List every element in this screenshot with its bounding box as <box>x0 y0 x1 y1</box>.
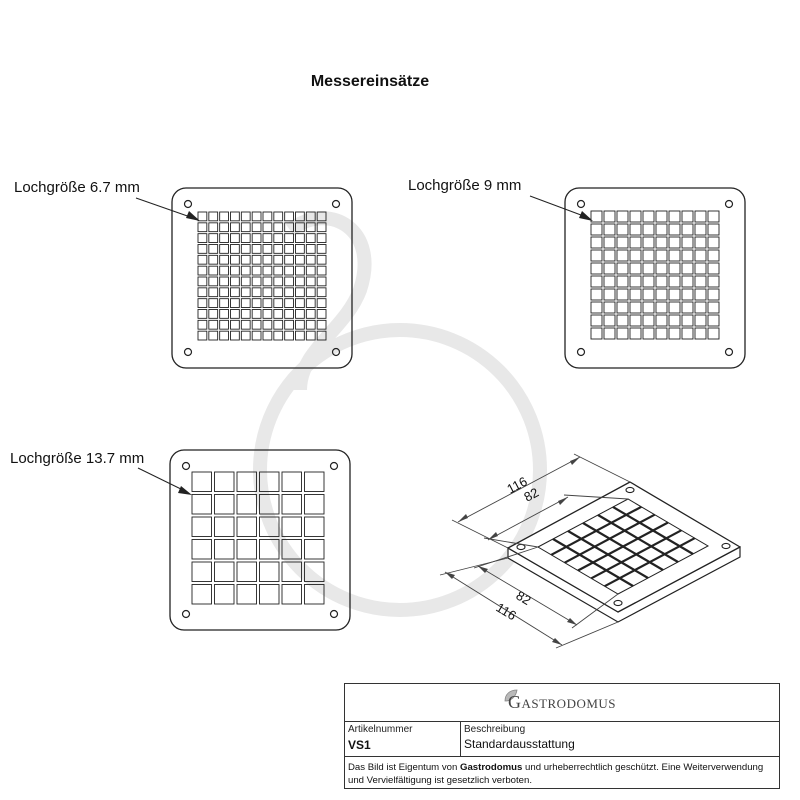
grid-hole <box>285 266 294 275</box>
grid-hole <box>285 255 294 264</box>
grid-hole <box>630 211 641 222</box>
grid-hole <box>643 224 654 235</box>
grid-hole <box>231 320 240 329</box>
grid-hole <box>231 288 240 297</box>
grid-hole <box>192 472 212 492</box>
grid-hole <box>274 255 283 264</box>
grid-hole <box>695 263 706 274</box>
grid-hole <box>317 266 326 275</box>
grid-hole <box>617 302 628 313</box>
grid-hole <box>296 299 305 308</box>
grid-hole <box>274 310 283 319</box>
grid-hole <box>263 320 272 329</box>
grid-hole <box>260 562 280 582</box>
grid-hole <box>198 245 207 254</box>
grid-hole <box>209 299 218 308</box>
grid-hole <box>591 289 602 300</box>
grid-hole <box>708 224 719 235</box>
grid-hole <box>306 255 315 264</box>
grid-hole <box>274 331 283 340</box>
grid-hole <box>656 328 667 339</box>
grid-hole <box>296 255 305 264</box>
grid-hole <box>241 212 250 221</box>
grid-hole <box>274 288 283 297</box>
grid-hole <box>285 234 294 243</box>
grid-hole <box>682 289 693 300</box>
grid-hole <box>296 320 305 329</box>
grid-hole <box>241 277 250 286</box>
grid-hole <box>285 245 294 254</box>
grid-hole <box>682 250 693 261</box>
grid-hole <box>220 223 229 232</box>
grid-hole <box>317 299 326 308</box>
grid-hole <box>630 328 641 339</box>
grid-hole <box>220 331 229 340</box>
grid-hole <box>604 289 615 300</box>
grid-hole <box>215 472 235 492</box>
grid-hole <box>252 310 261 319</box>
grid-hole <box>669 276 680 287</box>
grid-hole <box>282 472 302 492</box>
grid-hole <box>220 255 229 264</box>
insert-label: Lochgröße 13.7 mm <box>10 450 145 467</box>
article-number-cell <box>345 722 461 756</box>
grid-hole <box>241 234 250 243</box>
grid-hole <box>591 315 602 326</box>
grid-hole <box>252 320 261 329</box>
grid-hole <box>282 517 302 537</box>
grid-hole <box>695 211 706 222</box>
grid-hole <box>643 276 654 287</box>
grid-hole <box>231 234 240 243</box>
article-number-label: Artikelnummer <box>348 724 413 735</box>
grid-hole <box>274 299 283 308</box>
grid-hole <box>252 299 261 308</box>
grid-hole <box>656 211 667 222</box>
grid-hole <box>285 320 294 329</box>
grid-hole <box>198 255 207 264</box>
grid-hole <box>306 245 315 254</box>
grid-hole <box>282 495 302 515</box>
grid-hole <box>263 288 272 297</box>
grid-hole <box>305 540 325 560</box>
grid-hole <box>274 277 283 286</box>
grid-hole <box>604 328 615 339</box>
grid-hole <box>695 289 706 300</box>
grid-hole <box>617 328 628 339</box>
grid-hole <box>274 245 283 254</box>
grid-hole <box>237 585 257 605</box>
grid-hole <box>617 237 628 248</box>
grid-hole <box>237 517 257 537</box>
grid-hole <box>274 223 283 232</box>
grid-hole <box>198 223 207 232</box>
grid-hole <box>263 234 272 243</box>
grid-hole <box>231 299 240 308</box>
grid-hole <box>604 302 615 313</box>
grid-hole <box>209 234 218 243</box>
grid-hole <box>263 310 272 319</box>
copyright-text-pre: Das Bild ist Eigentum von <box>348 762 460 773</box>
grid-hole <box>215 517 235 537</box>
hole-grid <box>198 212 326 340</box>
grid-hole <box>305 517 325 537</box>
grid-hole <box>708 237 719 248</box>
grid-hole <box>285 277 294 286</box>
grid-hole <box>708 328 719 339</box>
grid-hole <box>306 320 315 329</box>
grid-hole <box>604 211 615 222</box>
grid-hole <box>630 302 641 313</box>
grid-hole <box>695 276 706 287</box>
grid-hole <box>708 211 719 222</box>
grid-hole <box>231 212 240 221</box>
grid-hole <box>317 320 326 329</box>
grid-hole <box>285 288 294 297</box>
grid-hole <box>630 237 641 248</box>
grid-hole <box>695 224 706 235</box>
grid-hole <box>209 331 218 340</box>
grid-hole <box>591 302 602 313</box>
grid-hole <box>682 237 693 248</box>
grid-hole <box>643 328 654 339</box>
grid-hole <box>695 315 706 326</box>
grid-hole <box>241 320 250 329</box>
grid-hole <box>274 234 283 243</box>
grid-hole <box>306 288 315 297</box>
grid-hole <box>617 315 628 326</box>
insert-label: Lochgröße 9 mm <box>408 177 522 194</box>
grid-hole <box>695 302 706 313</box>
grid-hole <box>215 562 235 582</box>
grid-hole <box>241 288 250 297</box>
grid-hole <box>669 263 680 274</box>
grid-hole <box>198 288 207 297</box>
grid-hole <box>695 328 706 339</box>
grid-hole <box>209 266 218 275</box>
grid-hole <box>215 540 235 560</box>
grid-hole <box>669 289 680 300</box>
dimension-label: 82 <box>513 587 534 609</box>
grid-hole <box>669 315 680 326</box>
grid-hole <box>591 237 602 248</box>
grid-hole <box>306 277 315 286</box>
grid-hole <box>274 320 283 329</box>
grid-hole <box>209 310 218 319</box>
title-block <box>344 683 780 789</box>
grid-hole <box>604 224 615 235</box>
grid-hole <box>630 263 641 274</box>
grid-hole <box>198 299 207 308</box>
grid-hole <box>237 562 257 582</box>
grid-hole <box>656 250 667 261</box>
grid-hole <box>192 517 212 537</box>
grid-hole <box>252 223 261 232</box>
grid-hole <box>263 212 272 221</box>
grid-hole <box>209 212 218 221</box>
description-cell <box>461 722 779 756</box>
isometric-view <box>440 454 740 648</box>
grid-hole <box>656 237 667 248</box>
grid-hole <box>220 299 229 308</box>
grid-hole <box>617 250 628 261</box>
grid-hole <box>263 299 272 308</box>
grid-hole <box>296 310 305 319</box>
grid-hole <box>296 245 305 254</box>
grid-hole <box>296 331 305 340</box>
grid-hole <box>285 310 294 319</box>
grid-hole <box>708 263 719 274</box>
grid-hole <box>708 302 719 313</box>
grid-hole <box>604 237 615 248</box>
grid-hole <box>260 585 280 605</box>
grid-hole <box>669 250 680 261</box>
grid-hole <box>296 234 305 243</box>
grid-hole <box>241 299 250 308</box>
grid-hole <box>241 223 250 232</box>
grid-hole <box>643 211 654 222</box>
grid-hole <box>617 263 628 274</box>
grid-hole <box>220 310 229 319</box>
grid-hole <box>209 223 218 232</box>
grid-hole <box>656 315 667 326</box>
grid-hole <box>198 277 207 286</box>
grid-hole <box>296 266 305 275</box>
insert-6-7mm <box>14 179 352 368</box>
grid-hole <box>317 310 326 319</box>
grid-hole <box>241 331 250 340</box>
description-label: Beschreibung <box>464 724 526 735</box>
grid-hole <box>708 250 719 261</box>
grid-hole <box>231 277 240 286</box>
grid-hole <box>220 288 229 297</box>
grid-hole <box>209 245 218 254</box>
grid-hole <box>306 234 315 243</box>
grid-hole <box>630 276 641 287</box>
grid-hole <box>682 211 693 222</box>
grid-hole <box>617 224 628 235</box>
grid-hole <box>656 263 667 274</box>
grid-hole <box>682 315 693 326</box>
grid-hole <box>220 212 229 221</box>
grid-hole <box>306 266 315 275</box>
hole-grid <box>591 211 719 339</box>
grid-hole <box>682 328 693 339</box>
grid-hole <box>252 266 261 275</box>
grid-hole <box>643 263 654 274</box>
grid-hole <box>643 302 654 313</box>
grid-hole <box>682 263 693 274</box>
grid-hole <box>231 255 240 264</box>
leader-line <box>138 468 187 492</box>
grid-hole <box>630 224 641 235</box>
description-value: Standardausstattung <box>464 737 575 751</box>
grid-hole <box>252 234 261 243</box>
grid-hole <box>220 234 229 243</box>
grid-hole <box>591 224 602 235</box>
grid-hole <box>198 212 207 221</box>
grid-hole <box>285 299 294 308</box>
grid-hole <box>669 302 680 313</box>
grid-hole <box>231 331 240 340</box>
grid-hole <box>643 250 654 261</box>
logo-row <box>345 684 779 722</box>
dimension-label: 116 <box>504 473 530 497</box>
grid-hole <box>209 277 218 286</box>
grid-hole <box>656 276 667 287</box>
grid-hole <box>209 288 218 297</box>
grid-hole <box>241 245 250 254</box>
grid-hole <box>198 266 207 275</box>
insert-13-7mm <box>10 450 350 630</box>
grid-hole <box>630 250 641 261</box>
grid-hole <box>317 288 326 297</box>
grid-hole <box>263 331 272 340</box>
grid-hole <box>296 288 305 297</box>
grid-hole <box>591 263 602 274</box>
grid-hole <box>220 277 229 286</box>
grid-hole <box>231 223 240 232</box>
grid-hole <box>305 472 325 492</box>
grid-hole <box>237 540 257 560</box>
grid-hole <box>669 328 680 339</box>
grid-hole <box>656 289 667 300</box>
grid-hole <box>220 245 229 254</box>
grid-hole <box>220 266 229 275</box>
grid-hole <box>695 237 706 248</box>
grid-hole <box>263 223 272 232</box>
dimension-label: 82 <box>521 484 542 505</box>
grid-hole <box>252 245 261 254</box>
grid-hole <box>263 255 272 264</box>
grid-hole <box>604 250 615 261</box>
grid-hole <box>231 266 240 275</box>
grid-hole <box>669 237 680 248</box>
grid-hole <box>630 289 641 300</box>
grid-hole <box>708 315 719 326</box>
grid-hole <box>241 266 250 275</box>
grid-hole <box>263 266 272 275</box>
grid-hole <box>220 320 229 329</box>
grid-hole <box>282 585 302 605</box>
grid-hole <box>231 245 240 254</box>
copyright-brand: Gastrodomus <box>459 762 523 773</box>
grid-hole <box>209 320 218 329</box>
grid-hole <box>669 224 680 235</box>
grid-hole <box>630 315 641 326</box>
grid-hole <box>682 302 693 313</box>
grid-hole <box>263 245 272 254</box>
grid-hole <box>252 212 261 221</box>
dimension-label: 116 <box>493 599 519 624</box>
insert-plate <box>565 188 745 368</box>
grid-hole <box>617 211 628 222</box>
grid-hole <box>252 255 261 264</box>
grid-hole <box>285 212 294 221</box>
leader-arrow <box>178 486 192 495</box>
grid-hole <box>198 331 207 340</box>
grid-hole <box>192 540 212 560</box>
grid-hole <box>643 289 654 300</box>
grid-hole <box>192 585 212 605</box>
grid-hole <box>274 212 283 221</box>
grid-hole <box>215 585 235 605</box>
grid-hole <box>682 276 693 287</box>
grid-hole <box>263 277 272 286</box>
grid-hole <box>695 250 706 261</box>
grid-hole <box>617 276 628 287</box>
grid-hole <box>198 234 207 243</box>
grid-hole <box>198 320 207 329</box>
grid-hole <box>591 211 602 222</box>
grid-hole <box>617 289 628 300</box>
grid-hole <box>682 224 693 235</box>
grid-hole <box>252 277 261 286</box>
grid-hole <box>317 234 326 243</box>
grid-hole <box>252 288 261 297</box>
grid-hole <box>231 310 240 319</box>
grid-hole <box>591 328 602 339</box>
grid-hole <box>656 302 667 313</box>
grid-hole <box>306 310 315 319</box>
brand-logo-text: Gastrodomus <box>507 692 617 712</box>
grid-hole <box>192 562 212 582</box>
grid-hole <box>643 237 654 248</box>
grid-hole <box>708 276 719 287</box>
grid-hole <box>237 495 257 515</box>
grid-hole <box>604 263 615 274</box>
grid-hole <box>604 315 615 326</box>
grid-hole <box>591 250 602 261</box>
grid-hole <box>656 224 667 235</box>
grid-hole <box>296 277 305 286</box>
grid-hole <box>708 289 719 300</box>
grid-hole <box>274 266 283 275</box>
article-number-value: VS1 <box>348 738 371 752</box>
copyright-notice <box>345 757 779 787</box>
copyright-text-post: und urheberrechtlich geschützt. Eine Weiterverwendung und Vervielfältigung ist gesetzlich verboten. <box>348 762 764 786</box>
grid-hole <box>305 495 325 515</box>
grid-hole <box>643 315 654 326</box>
grid-hole <box>604 276 615 287</box>
grid-hole <box>306 331 315 340</box>
grid-hole <box>591 276 602 287</box>
grid-hole <box>241 255 250 264</box>
insert-label: Lochgröße 6.7 mm <box>14 179 140 196</box>
grid-hole <box>285 331 294 340</box>
grid-hole <box>306 299 315 308</box>
grid-hole <box>317 245 326 254</box>
grid-hole <box>209 255 218 264</box>
grid-hole <box>317 255 326 264</box>
page-title: Messereinsätze <box>310 73 430 90</box>
grid-hole <box>317 277 326 286</box>
grid-hole <box>252 331 261 340</box>
grid-hole <box>215 495 235 515</box>
grid-hole <box>192 495 212 515</box>
info-row <box>345 722 779 757</box>
grid-hole <box>198 310 207 319</box>
grid-hole <box>241 310 250 319</box>
grid-hole <box>669 211 680 222</box>
